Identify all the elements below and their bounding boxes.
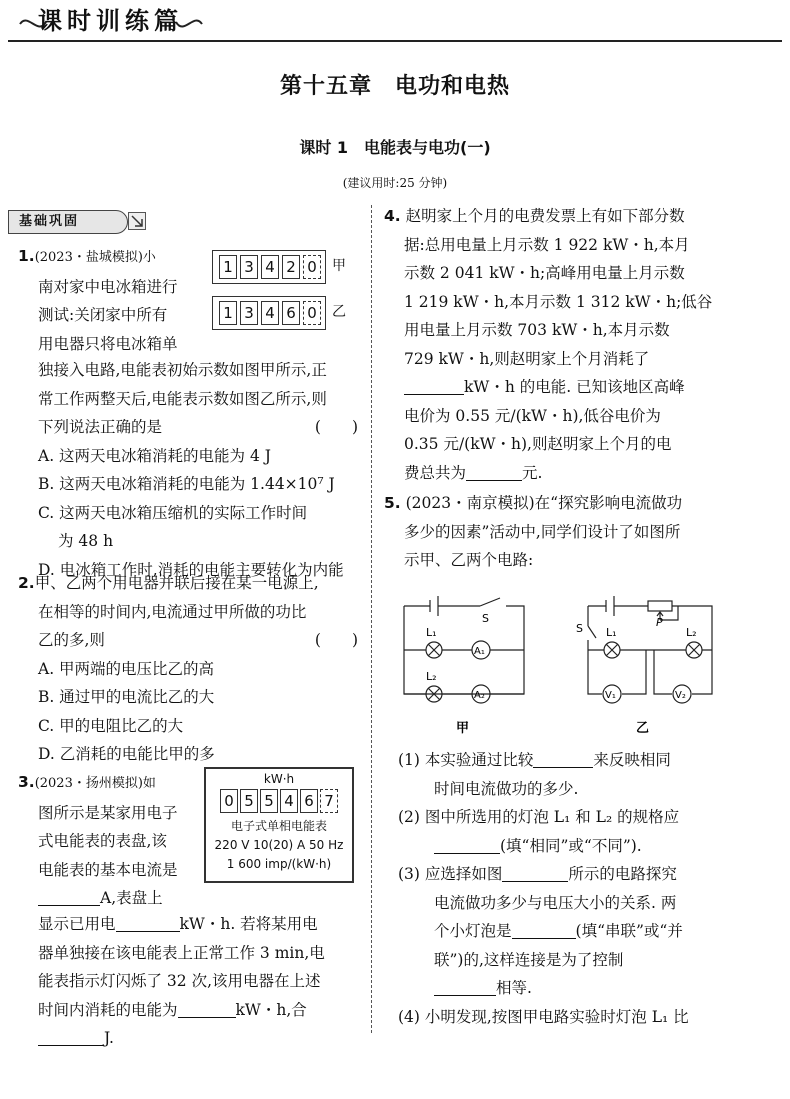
option-d: D. 乙消耗的电能比甲的多 bbox=[38, 745, 215, 763]
option-a: A. 这两天电冰箱消耗的电能为 4 J bbox=[38, 446, 271, 465]
svg-text:P: P bbox=[656, 616, 663, 629]
question-number: 3. bbox=[18, 773, 35, 791]
svg-text:L₂: L₂ bbox=[686, 626, 697, 639]
option-d: D. 电冰箱工作时,消耗的电能主要转化为内能 bbox=[38, 560, 344, 579]
question-1-stem: 1.(2023・盐城模拟)小 南对家中电冰箱进行 测试:关闭家中所有 用电器只将电冰箱单 bbox=[18, 247, 178, 353]
lesson-title: 课时 1 电能表与电功(一) bbox=[299, 138, 491, 157]
question-4: 4. 赵明家上个月的电费发票上有如下部分数 据:总用电量上月示数 1 922 kW・h,本月 示数 2 041 kW・h;高峰用电量上月示数 1 219 kW・h,本月示数 1 312 kW・h;低谷 用电量上月示数 703 kW・h,本月示数 729 kW・h,则赵明家上个月消耗了 kW・h 的电能. 已知该地区高峰 电价为 0.55 元/(kW・h),低谷电价为 0.35 元/(kW・h),则赵明家上个月的电 费总共为 元. bbox=[384, 207, 713, 482]
section-tag bbox=[8, 210, 128, 234]
svg-text:L₂: L₂ bbox=[426, 670, 437, 683]
answer-paren: ( ) bbox=[314, 418, 358, 436]
blank-energy-j[interactable] bbox=[38, 1029, 104, 1046]
electronic-meter: kW·h 0 5 5 4 6 7 电子式单相电能表 220 V 10(20) A 50 Hz 1 600 imp/(kW·h) bbox=[204, 767, 354, 883]
blank-total-fee[interactable] bbox=[466, 464, 522, 481]
option-b: B. 通过甲的电流比乙的大 bbox=[38, 688, 215, 706]
blank-controlled-quantity[interactable] bbox=[434, 979, 496, 996]
header-rule bbox=[8, 40, 782, 42]
svg-text:A₂: A₂ bbox=[474, 690, 485, 701]
blank-connection[interactable] bbox=[512, 922, 576, 939]
option-a: A. 甲两端的电压比乙的高 bbox=[38, 659, 215, 678]
option-c: C. 这两天电冰箱压缩机的实际工作时间 bbox=[38, 503, 308, 522]
question-5-subquestions: (1) 本实验通过比较 来反映相同 时间电流做功的多少. (2) 图中所选用的灯泡 L₁ 和 L₂ 的规格应 (填“相同”或“不同”). (3) 应选择如图 所示的电路探究 电流做功多少与电压大小的关系. 两 个小灯泡是 (填“串联”或“并 联”)的,这样连接是为了控制 相等. (4) 小明发现,按图甲电路实验时灯泡 L₁ 比 bbox=[398, 751, 689, 1026]
question-number: 5. bbox=[384, 494, 401, 512]
svg-text:乙: 乙 bbox=[636, 721, 650, 736]
svg-text:S: S bbox=[482, 612, 489, 625]
blank-spec[interactable] bbox=[434, 837, 500, 854]
header-title: 课时训练篇 bbox=[38, 7, 183, 35]
option-b: B. 这两天电冰箱消耗的电能为 1.44×10⁷ J bbox=[38, 475, 335, 493]
svg-text:V₁: V₁ bbox=[605, 690, 616, 701]
blank-monthly-energy[interactable] bbox=[404, 378, 464, 395]
meter-jia: 1 3 4 2 0 bbox=[212, 250, 326, 284]
question-number: 4. bbox=[384, 207, 401, 225]
question-1-body: 独接入电路,电能表初始示数如图甲所示,正 常工作两整天后,电能表示数如图乙所示,则 下列说法正确的是 ( ) A. 这两天电冰箱消耗的电能为 4 J B. 这两天电冰箱消耗的电能为 1.44×10⁷ J C. 这两天电冰箱压缩机的实际工作时间 为 48 h D. 电冰箱工作时,消耗的电能主要转化为内能 bbox=[38, 356, 358, 584]
meter-yi: 1 3 4 6 0 bbox=[212, 296, 326, 330]
option-c-cont: 为 48 h bbox=[58, 532, 114, 550]
blank-energy-kwh[interactable] bbox=[178, 1001, 236, 1018]
arrow-icon bbox=[128, 212, 146, 230]
question-2: 2.甲、乙两个用电器并联后接在某一电源上, 在相等的时间内,电流通过甲所做的功比 乙的多,则 ( ) A. 甲两端的电压比乙的高 B. 通过甲的电流比乙的大 C. 甲的电阻比乙的大 D. 乙消耗的电能比甲的多 bbox=[18, 569, 358, 769]
svg-text:V₂: V₂ bbox=[675, 690, 686, 701]
option-c: C. 甲的电阻比乙的大 bbox=[38, 716, 184, 735]
svg-text:L₁: L₁ bbox=[606, 626, 617, 639]
circuit-diagram-yi bbox=[574, 592, 724, 742]
meter-jia-label: 甲 bbox=[332, 258, 346, 274]
meter-constant: 1 600 imp/(kW·h) bbox=[226, 857, 332, 871]
svg-text:S: S bbox=[576, 622, 583, 635]
meter-rating: 220 V 10(20) A 50 Hz bbox=[214, 838, 344, 852]
question-5-stem: 5. (2023・南京模拟)在“探究影响电流做功 多少的因素”活动中,同学们设计了如图所 示甲、乙两个电路: bbox=[384, 494, 683, 569]
svg-text:A₁: A₁ bbox=[474, 646, 485, 657]
circuit-diagram-jia bbox=[396, 592, 536, 742]
blank-base-current[interactable] bbox=[38, 889, 100, 906]
svg-text:L₁: L₁ bbox=[426, 626, 437, 639]
answer-paren: ( ) bbox=[314, 631, 358, 649]
suggested-time: (建议用时:25 分钟) bbox=[342, 176, 448, 190]
column-divider bbox=[371, 205, 372, 1033]
question-3-body: 显示已用电 kW・h. 若将某用电 器单独接在该电能表上正常工作 3 min,电 能表指示灯闪烁了 32 次,该用电器在上述 时间内消耗的电能为 kW・h,合 J. bbox=[38, 915, 325, 1047]
meter-unit: kW·h bbox=[263, 772, 295, 786]
meter-name: 电子式单相电能表 bbox=[230, 819, 327, 833]
question-number: 2. bbox=[18, 574, 35, 592]
blank-compare[interactable] bbox=[533, 751, 593, 768]
chapter-title: 第十五章 电功和电热 bbox=[279, 74, 510, 99]
blank-used-energy[interactable] bbox=[116, 915, 180, 932]
question-number: 1. bbox=[18, 247, 35, 265]
meter-yi-label: 乙 bbox=[332, 304, 346, 320]
section-label: 基础巩固 bbox=[19, 214, 80, 229]
blank-circuit-choice[interactable] bbox=[502, 865, 568, 882]
svg-text:甲: 甲 bbox=[456, 721, 470, 736]
question-3-stem: 3.(2023・扬州模拟)如 图所示是某家用电子 式电能表的表盘,该 电能表的基本电流是 A,表盘上 bbox=[18, 773, 178, 907]
